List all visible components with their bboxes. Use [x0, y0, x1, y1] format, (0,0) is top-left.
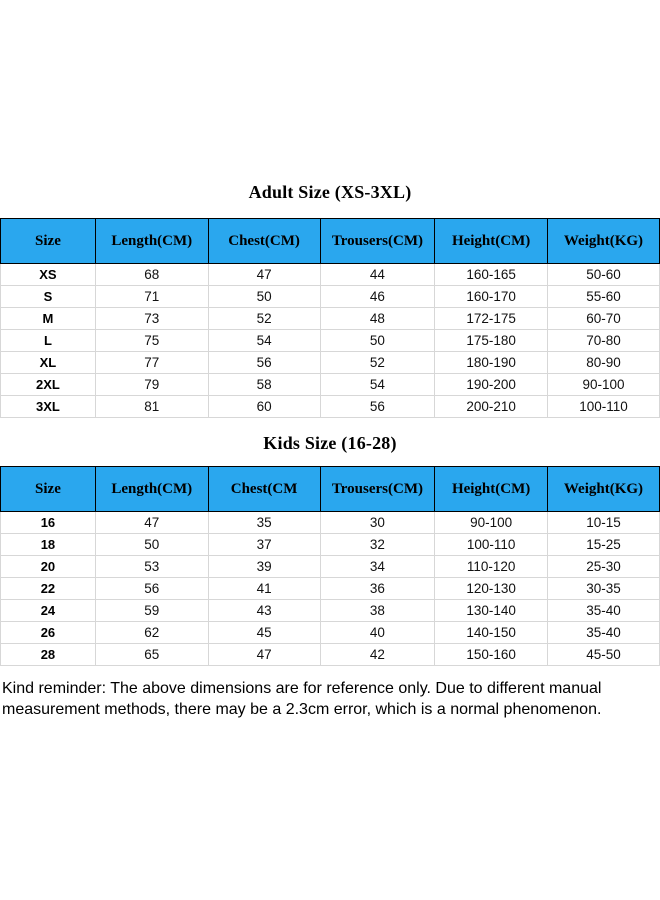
value-cell: 52	[320, 352, 435, 374]
value-cell: 35-40	[547, 622, 659, 644]
value-cell: 77	[95, 352, 208, 374]
value-cell: 54	[208, 330, 320, 352]
value-cell: 47	[208, 264, 320, 286]
column-header: Trousers(CM)	[320, 467, 435, 512]
value-cell: 150-160	[435, 644, 548, 666]
value-cell: 47	[95, 512, 208, 534]
table-row	[1, 622, 660, 644]
table-row	[1, 644, 660, 666]
value-cell: 172-175	[435, 308, 548, 330]
table-row	[1, 264, 660, 286]
value-cell: 68	[95, 264, 208, 286]
value-cell: 190-200	[435, 374, 548, 396]
value-cell: 32	[320, 534, 435, 556]
table-row	[1, 330, 660, 352]
value-cell: 41	[208, 578, 320, 600]
size-cell: 28	[1, 644, 96, 666]
size-cell: XS	[1, 264, 96, 286]
value-cell: 65	[95, 644, 208, 666]
value-cell: 35	[208, 512, 320, 534]
value-cell: 175-180	[435, 330, 548, 352]
value-cell: 62	[95, 622, 208, 644]
value-cell: 50-60	[547, 264, 659, 286]
size-cell: L	[1, 330, 96, 352]
size-cell: 16	[1, 512, 96, 534]
value-cell: 100-110	[547, 396, 659, 418]
table-row	[1, 512, 660, 534]
size-cell: 22	[1, 578, 96, 600]
value-cell: 56	[320, 396, 435, 418]
size-cell: 26	[1, 622, 96, 644]
size-cell: 20	[1, 556, 96, 578]
value-cell: 70-80	[547, 330, 659, 352]
kids-size-title: Kids Size (16-28)	[263, 433, 397, 453]
value-cell: 110-120	[435, 556, 548, 578]
value-cell: 90-100	[547, 374, 659, 396]
value-cell: 75	[95, 330, 208, 352]
adult-size-title: Adult Size (XS-3XL)	[248, 182, 412, 202]
value-cell: 120-130	[435, 578, 548, 600]
table-row	[1, 374, 660, 396]
value-cell: 50	[320, 330, 435, 352]
value-cell: 36	[320, 578, 435, 600]
value-cell: 45	[208, 622, 320, 644]
value-cell: 80-90	[547, 352, 659, 374]
value-cell: 30	[320, 512, 435, 534]
adult-size-table	[0, 218, 660, 418]
value-cell: 73	[95, 308, 208, 330]
table-row	[1, 308, 660, 330]
value-cell: 55-60	[547, 286, 659, 308]
value-cell: 48	[320, 308, 435, 330]
value-cell: 60	[208, 396, 320, 418]
reminder-text: Kind reminder: The above dimensions are for reference only. Due to different manual measurement methods, there may be a 2.3cm error, which is a normal phenomenon.	[2, 680, 602, 718]
value-cell: 90-100	[435, 512, 548, 534]
value-cell: 47	[208, 644, 320, 666]
value-cell: 130-140	[435, 600, 548, 622]
table-row	[1, 600, 660, 622]
value-cell: 54	[320, 374, 435, 396]
table-row	[1, 534, 660, 556]
value-cell: 10-15	[547, 512, 659, 534]
column-header: Length(CM)	[95, 467, 208, 512]
value-cell: 58	[208, 374, 320, 396]
value-cell: 140-150	[435, 622, 548, 644]
table-row	[1, 352, 660, 374]
table-row	[1, 286, 660, 308]
value-cell: 79	[95, 374, 208, 396]
value-cell: 15-25	[547, 534, 659, 556]
size-cell: 24	[1, 600, 96, 622]
kids-header-row	[1, 467, 660, 512]
value-cell: 71	[95, 286, 208, 308]
value-cell: 44	[320, 264, 435, 286]
size-cell: XL	[1, 352, 96, 374]
column-header: Size	[1, 219, 96, 264]
column-header: Chest(CM)	[208, 219, 320, 264]
value-cell: 42	[320, 644, 435, 666]
value-cell: 60-70	[547, 308, 659, 330]
value-cell: 56	[208, 352, 320, 374]
value-cell: 81	[95, 396, 208, 418]
table-row	[1, 578, 660, 600]
value-cell: 34	[320, 556, 435, 578]
column-header: Trousers(CM)	[320, 219, 435, 264]
value-cell: 39	[208, 556, 320, 578]
value-cell: 25-30	[547, 556, 659, 578]
column-header: Length(CM)	[95, 219, 208, 264]
value-cell: 40	[320, 622, 435, 644]
value-cell: 50	[95, 534, 208, 556]
adult-header-row	[1, 219, 660, 264]
column-header: Size	[1, 467, 96, 512]
value-cell: 50	[208, 286, 320, 308]
value-cell: 56	[95, 578, 208, 600]
value-cell: 52	[208, 308, 320, 330]
value-cell: 35-40	[547, 600, 659, 622]
value-cell: 160-170	[435, 286, 548, 308]
size-cell: 3XL	[1, 396, 96, 418]
value-cell: 200-210	[435, 396, 548, 418]
column-header: Weight(KG)	[547, 467, 659, 512]
value-cell: 59	[95, 600, 208, 622]
table-row	[1, 556, 660, 578]
column-header: Height(CM)	[435, 467, 548, 512]
value-cell: 180-190	[435, 352, 548, 374]
value-cell: 38	[320, 600, 435, 622]
value-cell: 30-35	[547, 578, 659, 600]
value-cell: 160-165	[435, 264, 548, 286]
kids-size-table	[0, 466, 660, 666]
size-cell: S	[1, 286, 96, 308]
table-row	[1, 396, 660, 418]
column-header: Chest(CM	[208, 467, 320, 512]
value-cell: 46	[320, 286, 435, 308]
value-cell: 100-110	[435, 534, 548, 556]
size-cell: 18	[1, 534, 96, 556]
value-cell: 43	[208, 600, 320, 622]
size-cell: M	[1, 308, 96, 330]
size-cell: 2XL	[1, 374, 96, 396]
value-cell: 37	[208, 534, 320, 556]
column-header: Height(CM)	[435, 219, 548, 264]
value-cell: 45-50	[547, 644, 659, 666]
column-header: Weight(KG)	[547, 219, 659, 264]
value-cell: 53	[95, 556, 208, 578]
